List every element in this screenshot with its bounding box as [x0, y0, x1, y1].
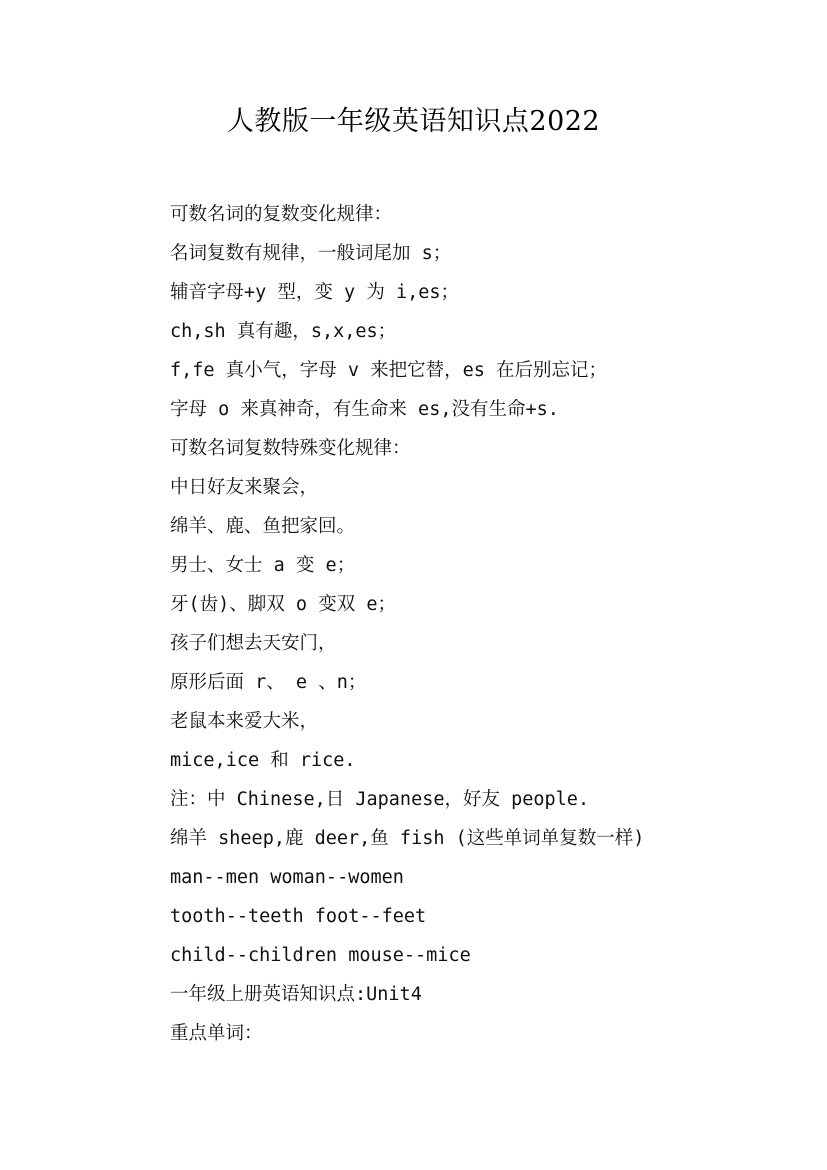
text-line: 可数名词的复数变化规律： — [170, 204, 393, 225]
text-line: 绵羊、鹿、鱼把家回。 — [170, 516, 356, 537]
text-line: man--men woman--women — [170, 867, 404, 888]
text-line: 中日好友来聚会， — [170, 477, 319, 498]
text-line: 一年级上册英语知识点:Unit4 — [170, 984, 422, 1005]
text-line: 原形后面 r、 e 、n； — [170, 672, 367, 693]
document-body — [170, 195, 770, 1053]
text-line: 注：中 Chinese,日 Japanese，好友 people. — [170, 789, 590, 810]
text-line: ch,sh 真有趣，s,x,es； — [170, 321, 397, 342]
text-line: tooth--teeth foot--feet — [170, 906, 427, 927]
text-line: 男士、女士 a 变 e； — [170, 555, 356, 576]
document-title: 人教版一年级英语知识点2022 — [226, 106, 601, 137]
text-line: 绵羊 sheep,鹿 deer,鱼 fish (这些单词单复数一样) — [170, 828, 645, 849]
text-line: 老鼠本来爱大米， — [170, 711, 319, 732]
text-line: 名词复数有规律，一般词尾加 s； — [170, 243, 452, 264]
text-line: 字母 o 来真神奇，有生命来 es,没有生命+s. — [170, 399, 559, 420]
text-line: 牙(齿)、脚双 o 变双 e； — [170, 594, 396, 615]
text-line: 重点单词： — [170, 1023, 263, 1044]
text-line: 孩子们想去天安门， — [170, 633, 337, 654]
text-line: 可数名词复数特殊变化规律： — [170, 438, 411, 459]
text-line: 辅音字母+y 型，变 y 为 i,es； — [170, 282, 460, 303]
text-line: mice,ice 和 rice. — [170, 750, 356, 771]
text-line: f,fe 真小气，字母 v 来把它替，es 在后别忘记； — [170, 360, 608, 381]
text-line: child--children mouse--mice — [170, 945, 471, 966]
